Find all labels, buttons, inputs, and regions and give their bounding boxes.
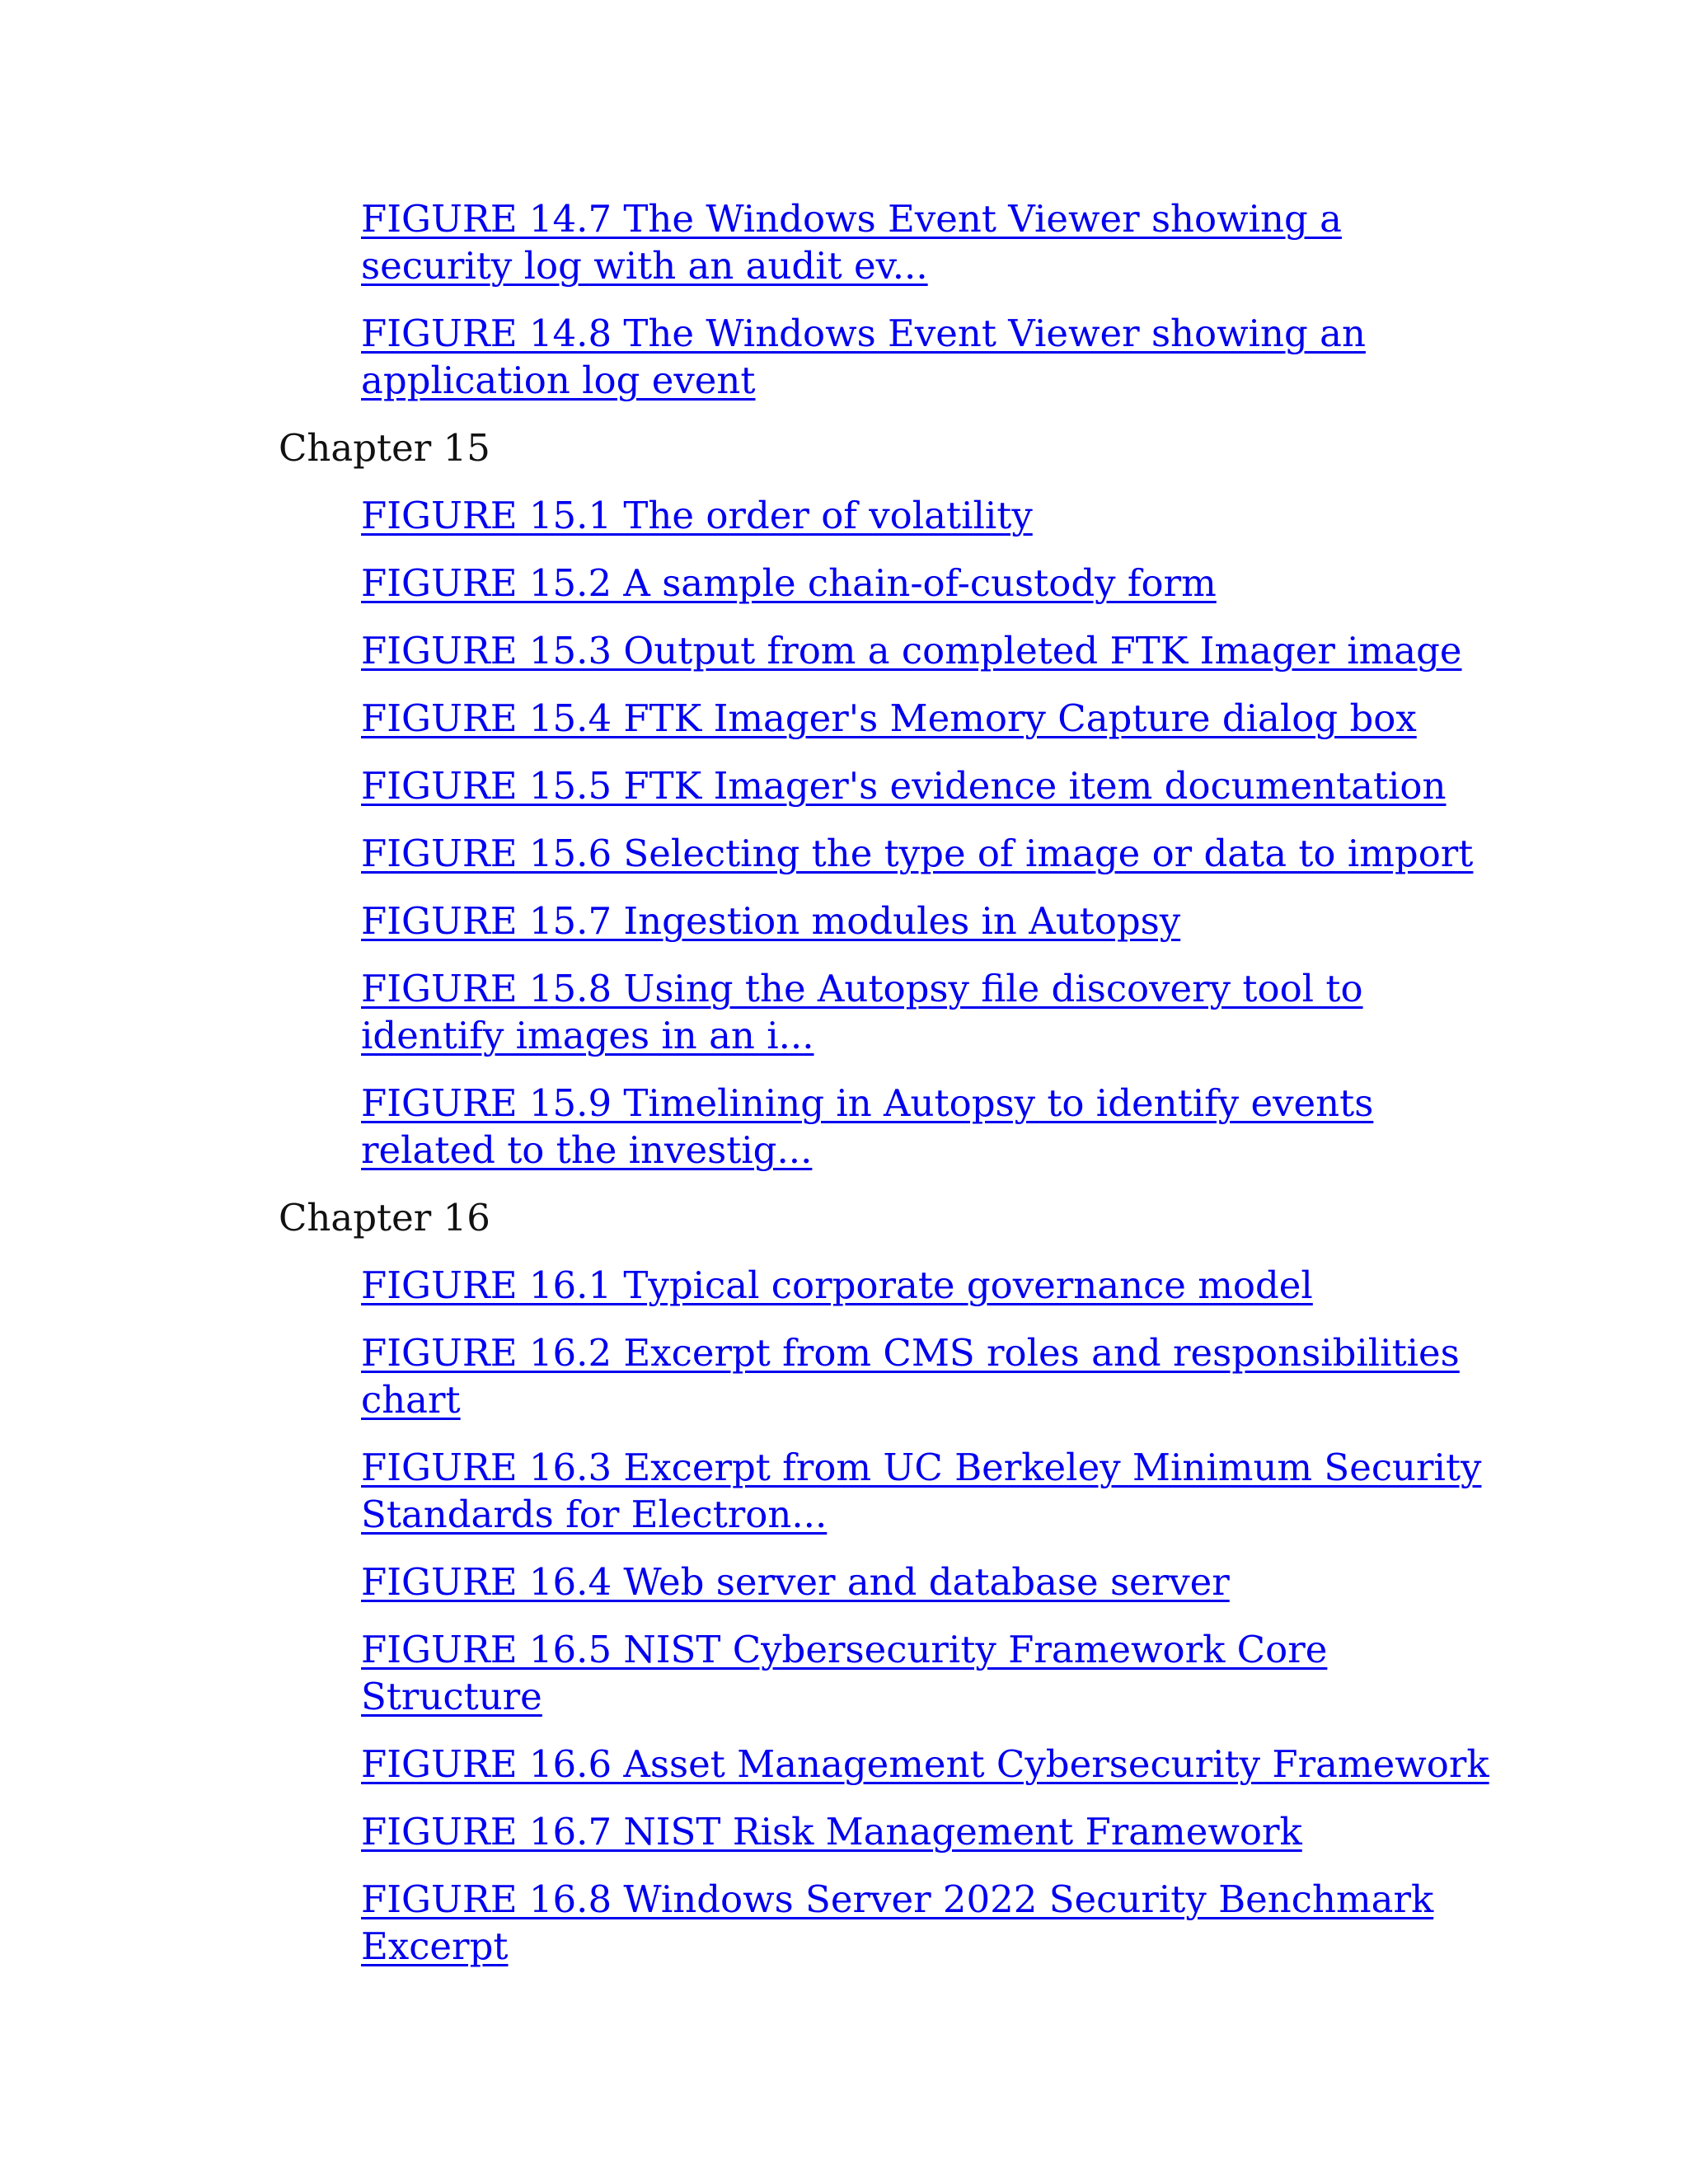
figure-link-15-6[interactable]: FIGURE 15.6 Selecting the type of image or data to import bbox=[361, 832, 1474, 875]
figure-link-16-1[interactable]: FIGURE 16.1 Typical corporate governance model bbox=[361, 1263, 1313, 1307]
figure-link-14-8[interactable]: FIGURE 14.8 The Windows Event Viewer showing an application log event bbox=[361, 312, 1366, 402]
figure-link-16-4[interactable]: FIGURE 16.4 Web server and database server bbox=[361, 1560, 1230, 1604]
figure-link-15-5[interactable]: FIGURE 15.5 FTK Imager's evidence item documentation bbox=[361, 764, 1447, 808]
figure-link-15-4[interactable]: FIGURE 15.4 FTK Imager's Memory Capture dialog box bbox=[361, 696, 1417, 740]
figure-link-14-7[interactable]: FIGURE 14.7 The Windows Event Viewer showing a security log with an audit ev... bbox=[361, 197, 1342, 288]
figure-link-15-8[interactable]: FIGURE 15.8 Using the Autopsy file discovery tool to identify images in an i... bbox=[361, 967, 1363, 1057]
figure-link-16-8[interactable]: FIGURE 16.8 Windows Server 2022 Security Benchmark Excerpt bbox=[361, 1877, 1434, 1968]
figure-link-16-3[interactable]: FIGURE 16.3 Excerpt from UC Berkeley Minimum Security Standards for Electron... bbox=[361, 1446, 1482, 1536]
figure-link-15-1[interactable]: FIGURE 15.1 The order of volatility bbox=[361, 494, 1033, 537]
figure-link-15-2[interactable]: FIGURE 15.2 A sample chain-of-custody form bbox=[361, 561, 1217, 605]
figure-list bbox=[279, 195, 1498, 1990]
chapter-heading-16: Chapter 16 bbox=[279, 1196, 490, 1240]
figure-link-16-5[interactable]: FIGURE 16.5 NIST Cybersecurity Framework Core Structure bbox=[361, 1628, 1328, 1718]
figure-link-16-6[interactable]: FIGURE 16.6 Asset Management Cybersecurity Framework bbox=[361, 1742, 1489, 1786]
figure-link-16-2[interactable]: FIGURE 16.2 Excerpt from CMS roles and responsibilities chart bbox=[361, 1331, 1460, 1422]
figure-link-15-7[interactable]: FIGURE 15.7 Ingestion modules in Autopsy bbox=[361, 899, 1181, 943]
figure-link-16-7[interactable]: FIGURE 16.7 NIST Risk Management Framework bbox=[361, 1810, 1302, 1854]
figure-link-15-3[interactable]: FIGURE 15.3 Output from a completed FTK Imager image bbox=[361, 629, 1462, 673]
figure-link-15-9[interactable]: FIGURE 15.9 Timelining in Autopsy to identify events related to the investig... bbox=[361, 1081, 1374, 1172]
chapter-heading-15: Chapter 15 bbox=[279, 426, 490, 470]
